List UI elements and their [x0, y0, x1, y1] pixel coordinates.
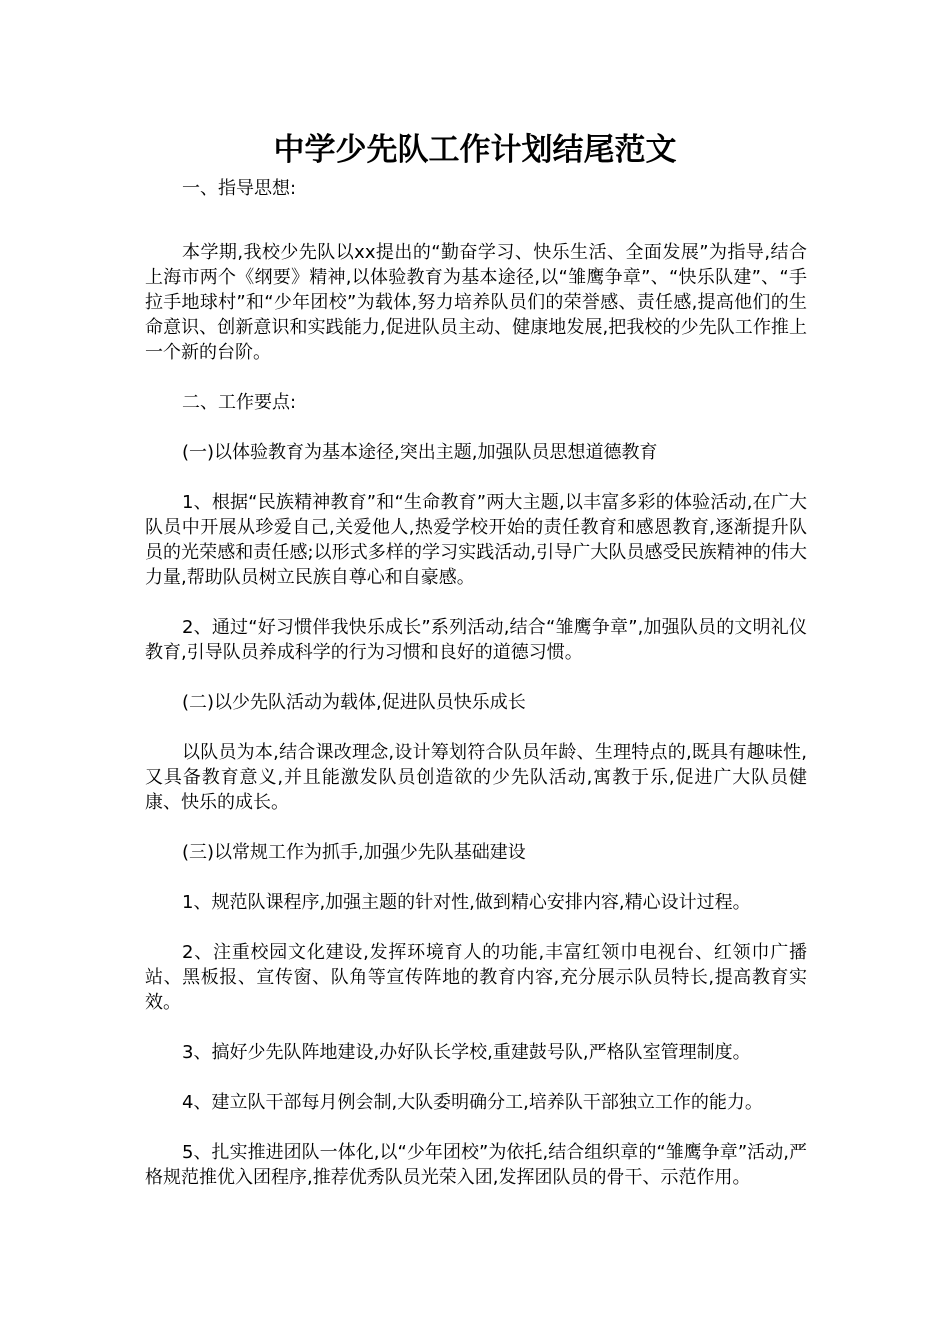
document-body — [145, 176, 807, 1190]
section-heading: 一、指导思想: — [182, 178, 297, 199]
body-paragraph: 5、扎实推进团队一体化,以“少年团校”为依托,结合组织章的“雏鹰争章”活动,严格规范推优入团程序,推荐优秀队员光荣入团,发挥团队员的骨干、示范作用。 — [145, 1142, 807, 1188]
body-paragraph: 2、通过“好习惯伴我快乐成长”系列活动,结合“雏鹰争章”,加强队员的文明礼仪教育,引导队员养成科学的行为习惯和良好的道德习惯。 — [145, 617, 807, 663]
body-paragraph: 1、规范队课程序,加强主题的针对性,做到精心安排内容,精心设计过程。 — [182, 892, 751, 913]
subsection-heading: (三)以常规工作为抓手,加强少先队基础建设 — [182, 842, 526, 863]
document-title: 中学少先队工作计划结尾范文 — [273, 132, 677, 168]
body-paragraph: 3、搞好少先队阵地建设,办好队长学校,重建鼓号队,严格队室管理制度。 — [182, 1042, 751, 1063]
subsection-heading: (一)以体验教育为基本途径,突出主题,加强队员思想道德教育 — [182, 442, 658, 463]
body-paragraph: 以队员为本,结合课改理念,设计筹划符合队员年龄、生理特点的,既具有趣味性,又具备教育意义,并且能激发队员创造欲的少先队活动,寓教于乐,促进广大队员健康、快乐的成长。 — [145, 742, 807, 813]
body-paragraph: 本学期,我校少先队以xx提出的“勤奋学习、快乐生活、全面发展”为指导,结合上海市两个《纲要》精神,以体验教育为基本途径,以“雏鹰争章”、“快乐队建”、“手拉手地球村”和“少年团校”为载体,努力培养队员们的荣誉感、责任感,提高他们的生命意识、创新意识和实践能力,促进队员主动、健康地发展,把我校的少先队工作推上一个新的台阶。 — [145, 242, 807, 363]
body-paragraph: 1、根据“民族精神教育”和“生命教育”两大主题,以丰富多彩的体验活动,在广大队员中开展从珍爱自己,关爱他人,热爱学校开始的责任教育和感恩教育,逐渐提升队员的光荣感和责任感;以形式多样的学习实践活动,引导广大队员感受民族精神的伟大力量,帮助队员树立民族自尊心和自豪感。 — [145, 492, 807, 588]
section-heading: 二、工作要点: — [182, 392, 297, 413]
body-paragraph: 4、建立队干部每月例会制,大队委明确分工,培养队干部独立工作的能力。 — [182, 1092, 763, 1113]
subsection-heading: (二)以少先队活动为载体,促进队员快乐成长 — [182, 692, 526, 713]
body-paragraph: 2、注重校园文化建设,发挥环境育人的功能,丰富红领巾电视台、红领巾广播站、黑板报、宣传窗、队角等宣传阵地的教育内容,充分展示队员特长,提高教育实效。 — [145, 942, 807, 1013]
